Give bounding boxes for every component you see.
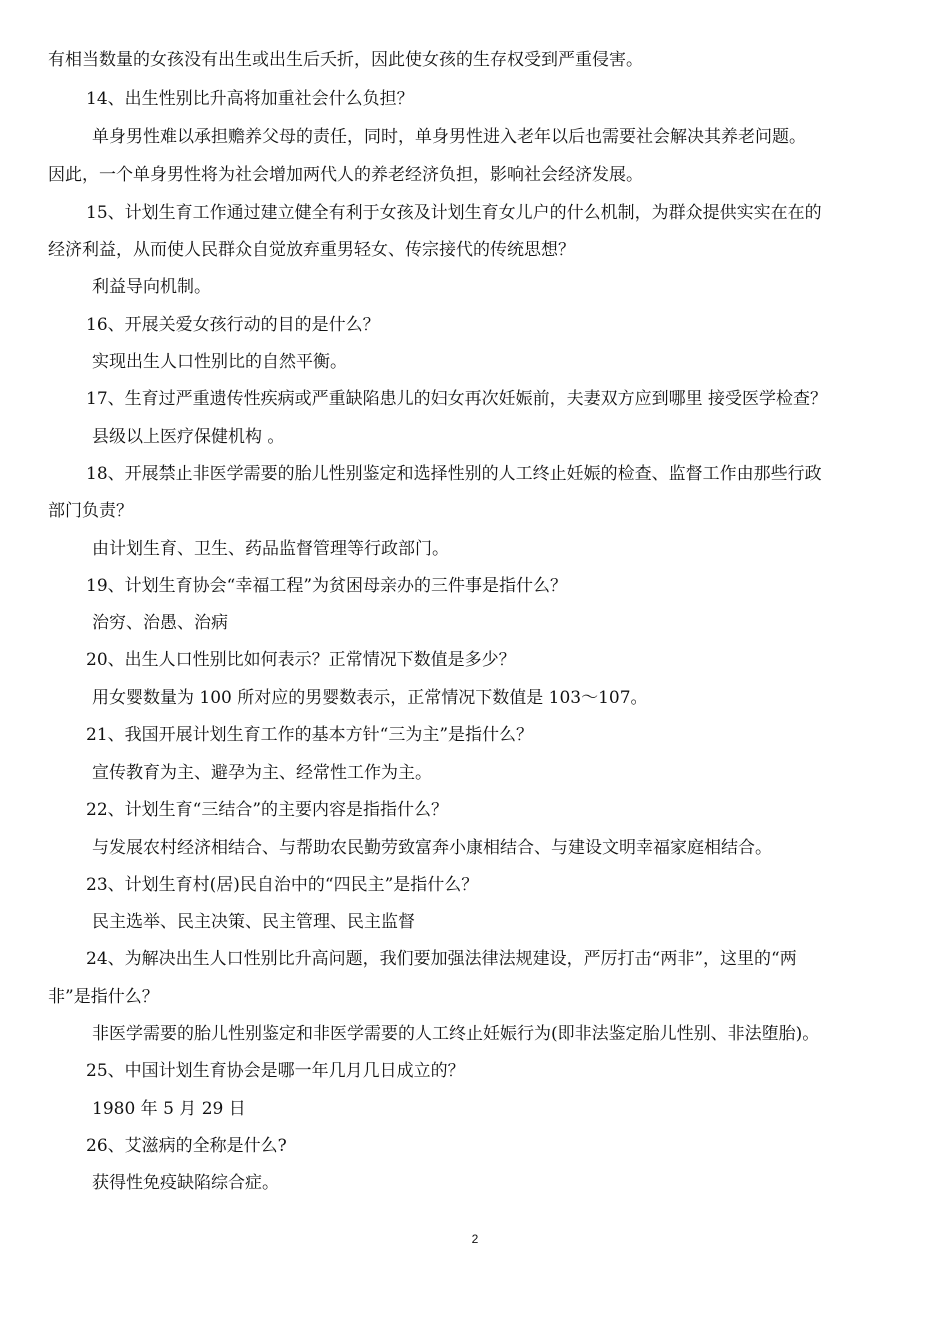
answer-line: 治穷、治愚、治病 bbox=[92, 613, 228, 633]
text-line: 非”是指什么？ bbox=[48, 987, 159, 1007]
text-line: 有相当数量的女孩没有出生或出生后夭折，因此使女孩的生存权受到严重侵害。 bbox=[48, 50, 643, 70]
page-number: 2 bbox=[471, 1232, 479, 1246]
question-line: 20、出生人口性别比如何表示？正常情况下数值是多少？ bbox=[86, 650, 516, 670]
answer-line: 宣传教育为主、避孕为主、经常性工作为主。 bbox=[92, 763, 432, 783]
question-line: 14、出生性别比升高将加重社会什么负担？ bbox=[86, 89, 414, 109]
text-line: 因此，一个单身男性将为社会增加两代人的养老经济负担，影响社会经济发展。 bbox=[48, 165, 643, 185]
answer-line: 非医学需要的胎儿性别鉴定和非医学需要的人工终止妊娠行为(即非法鉴定胎儿性别、非法堕胎)。 bbox=[92, 1024, 820, 1044]
text-line: 部门负责？ bbox=[48, 501, 133, 521]
question-line: 15、计划生育工作通过建立健全有利于女孩及计划生育女儿户的什么机制，为群众提供实实在在的 bbox=[86, 203, 822, 223]
answer-line: 单身男性难以承担赡养父母的责任，同时，单身男性进入老年以后也需要社会解决其养老问题。 bbox=[92, 127, 806, 147]
question-line: 16、开展关爱女孩行动的目的是什么？ bbox=[86, 315, 380, 335]
answer-line: 用女婴数量为 100 所对应的男婴数表示，正常情况下数值是 103～107。 bbox=[92, 688, 648, 708]
question-line: 23、计划生育村(居)民自治中的“四民主”是指什么？ bbox=[86, 875, 479, 895]
question-line: 24、为解决出生人口性别比升高问题，我们要加强法律法规建设，严厉打击“两非”，这里的“两 bbox=[86, 949, 797, 969]
question-line: 18、开展禁止非医学需要的胎儿性别鉴定和选择性别的人工终止妊娠的检查、监督工作由那些行政 bbox=[86, 464, 822, 484]
answer-line: 与发展农村经济相结合、与帮助农民勤劳致富奔小康相结合、与建设文明幸福家庭相结合。 bbox=[92, 838, 772, 858]
text-line: 经济利益，从而使人民群众自觉放弃重男轻女、传宗接代的传统思想？ bbox=[48, 240, 575, 260]
answer-line: 县级以上医疗保健机构 。 bbox=[92, 427, 285, 447]
question-line: 17、生育过严重遗传性疾病或严重缺陷患儿的妇女再次妊娠前，夫妻双方应到哪里 接受医学检查？ bbox=[86, 389, 828, 409]
answer-line: 利益导向机制。 bbox=[92, 277, 211, 297]
answer-line: 1980 年 5 月 29 日 bbox=[92, 1099, 246, 1119]
question-line: 26、艾滋病的全称是什么? bbox=[86, 1136, 287, 1156]
answer-line: 实现出生人口性别比的自然平衡。 bbox=[92, 352, 347, 372]
question-line: 25、中国计划生育协会是哪一年几月几日成立的？ bbox=[86, 1061, 465, 1081]
answer-line: 获得性免疫缺陷综合症。 bbox=[92, 1173, 279, 1193]
question-line: 22、计划生育“三结合”的主要内容是指指什么？ bbox=[86, 800, 449, 820]
question-line: 21、我国开展计划生育工作的基本方针“三为主”是指什么？ bbox=[86, 725, 534, 745]
answer-line: 民主选举、民主决策、民主管理、民主监督 bbox=[92, 912, 415, 932]
answer-line: 由计划生育、卫生、药品监督管理等行政部门。 bbox=[92, 539, 449, 559]
question-line: 19、计划生育协会“幸福工程”为贫困母亲办的三件事是指什么？ bbox=[86, 576, 568, 596]
